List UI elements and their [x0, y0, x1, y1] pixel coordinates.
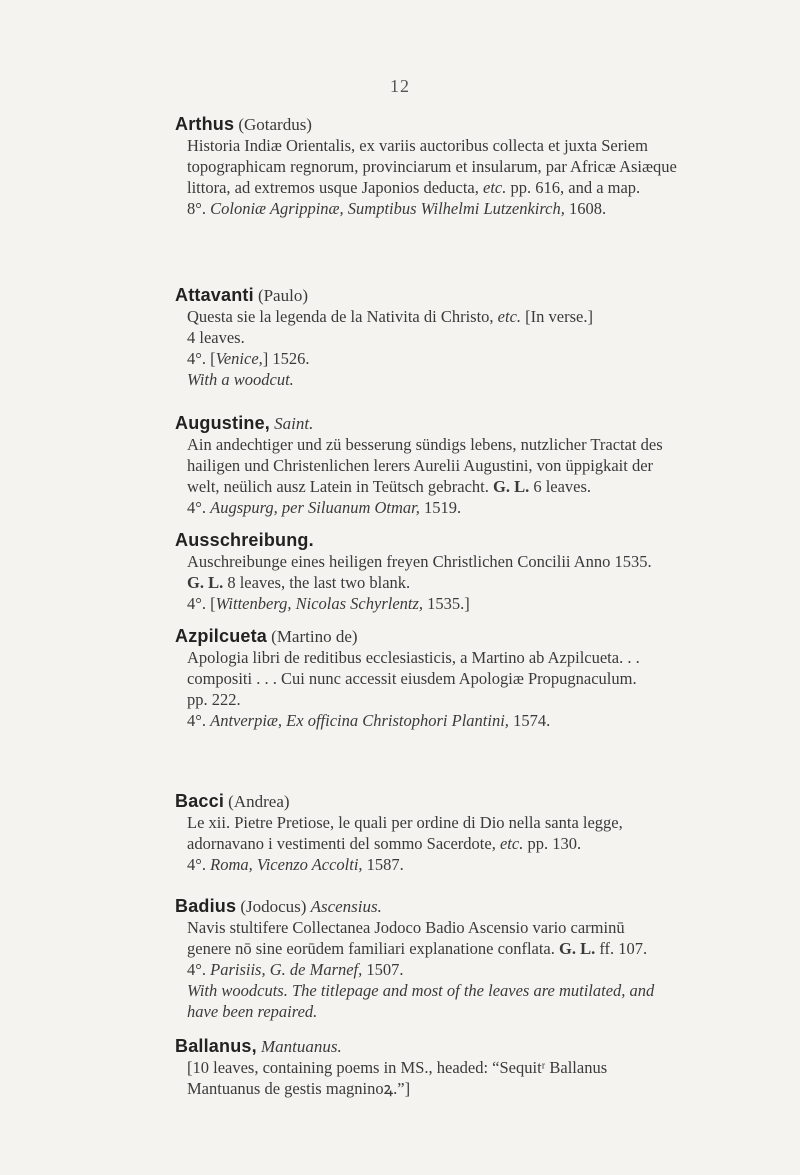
entry-body — [175, 135, 740, 219]
text-segment: 4°. — [187, 855, 211, 874]
text-segment: welt, neülich ausz Latein in Teütsch gebracht. — [187, 477, 493, 496]
text-segment: Apologia libri de reditibus ecclesiasticis, a Martino ab Azpilcueta. . . — [187, 648, 640, 667]
entry-heading — [175, 896, 740, 917]
entry-line — [187, 327, 740, 348]
text-segment: 4°. [ — [187, 349, 216, 368]
text-segment: 1507. — [362, 960, 404, 979]
text-segment: Le xii. Pietre Pretiose, le quali per ordine di Dio nella santa legge, — [187, 813, 623, 832]
entry-heading — [175, 114, 740, 135]
entry-body — [175, 551, 740, 614]
text-segment: topographicam regnorum, provinciarum et insularum, par Africæ Asiæque — [187, 157, 677, 176]
entry-heading — [175, 626, 740, 647]
entry-name: Badius — [175, 896, 237, 916]
entry-line — [187, 689, 740, 710]
entry-body — [175, 812, 740, 875]
entry-line — [187, 854, 740, 875]
text-segment: 4 leaves. — [187, 328, 245, 347]
text-segment: hailigen und Christenlichen lerers Aurelii Augustini, von üppigkait der — [187, 456, 654, 475]
entry-line — [187, 938, 740, 959]
text-segment: 1574. — [508, 711, 551, 730]
text-segment: adornavano i vestimenti del sommo Sacerdote, — [187, 834, 500, 853]
entry-qualifier: (Paulo) — [257, 286, 308, 305]
text-segment: Navis stultifere Collectanea Jodoco Badio Ascensio vario carminū — [187, 918, 625, 937]
entry-line — [187, 1057, 740, 1078]
entry-qualifier: (Gotardus) — [238, 115, 312, 134]
entry-heading — [175, 530, 740, 551]
gothic-letter-mark: G. L. — [559, 939, 596, 958]
catalogue-entry — [175, 530, 740, 614]
text-segment: pp. 616, and a map. — [506, 178, 641, 197]
entry-line — [187, 156, 740, 177]
entry-name: Ballanus, — [175, 1036, 257, 1056]
catalogue-entry — [175, 791, 740, 875]
entry-name: Azpilcueta — [175, 626, 268, 646]
entry-line — [187, 135, 740, 156]
entry-name: Augustine, — [175, 413, 270, 433]
entry-line — [187, 455, 740, 476]
entry-name: Ausschreibung. — [175, 530, 314, 550]
entry-qualifier: (Martino de) — [271, 627, 358, 646]
entry-line — [187, 959, 740, 980]
text-segment: littora, ad extremos usque Japonios deducta, — [187, 178, 484, 197]
entry-line — [187, 917, 740, 938]
gothic-letter-mark: G. L. — [492, 477, 530, 496]
text-segment: have been repaired. — [187, 1002, 318, 1021]
text-segment: 4°. — [187, 711, 211, 730]
entry-line — [187, 1001, 740, 1022]
text-segment: compositi . . . Cui nunc accessit eiusdem Apologiæ Propugnaculum. — [187, 669, 637, 688]
catalogue-entry — [175, 114, 740, 219]
text-segment: ff. 107. — [595, 939, 648, 958]
entry-heading — [175, 413, 740, 434]
entry-line — [187, 647, 740, 668]
catalogue-entry — [175, 626, 740, 731]
text-segment: Mantuanus de gestis magninoꝝ.”] — [187, 1079, 411, 1098]
entry-line — [187, 177, 740, 198]
entry-heading — [175, 1036, 740, 1057]
catalogue-entry — [175, 285, 740, 390]
catalogue-entry — [175, 1036, 740, 1099]
text-segment: 1519. — [419, 498, 462, 517]
entry-body — [175, 434, 740, 518]
page-number: 12 — [390, 76, 410, 96]
entry-line — [187, 572, 740, 593]
entry-qualifier: Saint. — [274, 414, 314, 433]
entry-line — [187, 434, 740, 455]
text-segment: Coloniæ Agrippinæ, Sumptibus Wilhelmi Lutzenkirch, — [210, 199, 565, 218]
text-segment: ] 1526. — [262, 349, 310, 368]
entry-qualifier-extra: Ascensius. — [310, 897, 382, 916]
text-segment: [In verse.] — [521, 307, 593, 326]
text-segment: Wittenberg, Nicolas Schyrlentz, — [215, 594, 424, 613]
entry-line — [187, 551, 740, 572]
text-segment: 4°. — [187, 498, 211, 517]
entry-name: Attavanti — [175, 285, 254, 305]
text-segment: Antverpiæ, Ex officina Christophori Plantini, — [210, 711, 509, 730]
entry-line — [187, 476, 740, 497]
entry-line — [187, 198, 740, 219]
entry-heading — [175, 791, 740, 812]
entry-line — [187, 497, 740, 518]
entry-body — [175, 1057, 740, 1099]
text-segment: Augspurg, per Siluanum Otmar, — [210, 498, 420, 517]
text-segment: Parisiis, G. de Marnef, — [210, 960, 363, 979]
entry-line — [187, 593, 740, 614]
entry-line — [187, 812, 740, 833]
text-segment: [10 leaves, containing poems in MS., headed: “Sequitʳ Ballanus — [187, 1058, 608, 1077]
catalogue-entry — [175, 413, 740, 518]
text-segment: 8 leaves, the last two blank. — [223, 573, 411, 592]
text-segment: With woodcuts. The titlepage and most of the leaves are mutilated, and — [187, 981, 655, 1000]
entry-qualifier: (Jodocus) — [240, 897, 307, 916]
entry-line — [187, 710, 740, 731]
text-segment: Venice, — [215, 349, 263, 368]
text-segment: etc. — [483, 178, 507, 197]
entry-heading — [175, 285, 740, 306]
catalogue-entry — [175, 896, 740, 1022]
entry-name: Arthus — [175, 114, 235, 134]
text-segment: Questa sie la legenda de la Nativita di Christo, — [187, 307, 498, 326]
text-segment: etc. — [499, 834, 524, 853]
entry-line — [187, 980, 740, 1001]
gothic-letter-mark: G. L. — [187, 573, 224, 592]
text-segment: 4°. — [187, 960, 211, 979]
text-segment: 1608. — [564, 199, 607, 218]
text-segment: genere nō sine eorūdem familiari explanatione conflata. — [187, 939, 560, 958]
entry-line — [187, 348, 740, 369]
entry-line — [187, 369, 740, 390]
text-segment: Roma, Vicenzo Accolti, — [210, 855, 363, 874]
entry-line — [187, 1078, 740, 1099]
text-segment: Auschreibunge eines heiligen freyen Christlichen Concilii Anno 1535. — [187, 552, 652, 571]
entry-body — [175, 306, 740, 390]
text-segment: 1587. — [362, 855, 404, 874]
entry-name: Bacci — [175, 791, 225, 811]
text-segment: With a woodcut. — [187, 370, 294, 389]
entry-line — [187, 306, 740, 327]
text-segment: 8°. — [187, 199, 211, 218]
text-segment: Historia Indiæ Orientalis, ex variis auctoribus collecta et juxta Seriem — [187, 136, 648, 155]
text-segment: 1535.] — [423, 594, 470, 613]
entry-body — [175, 647, 740, 731]
text-segment: pp. 222. — [187, 690, 241, 709]
text-segment: 4°. [ — [187, 594, 216, 613]
entry-line — [187, 668, 740, 689]
entry-qualifier: (Andrea) — [228, 792, 290, 811]
text-segment: etc. — [497, 307, 522, 326]
text-segment: pp. 130. — [523, 834, 582, 853]
entry-body — [175, 917, 740, 1022]
entry-line — [187, 833, 740, 854]
text-segment: Ain andechtiger und zü besserung sündigs lebens, nutzlicher Tractat des — [187, 435, 663, 454]
entry-qualifier: Mantuanus. — [260, 1037, 342, 1056]
text-segment: 6 leaves. — [529, 477, 592, 496]
